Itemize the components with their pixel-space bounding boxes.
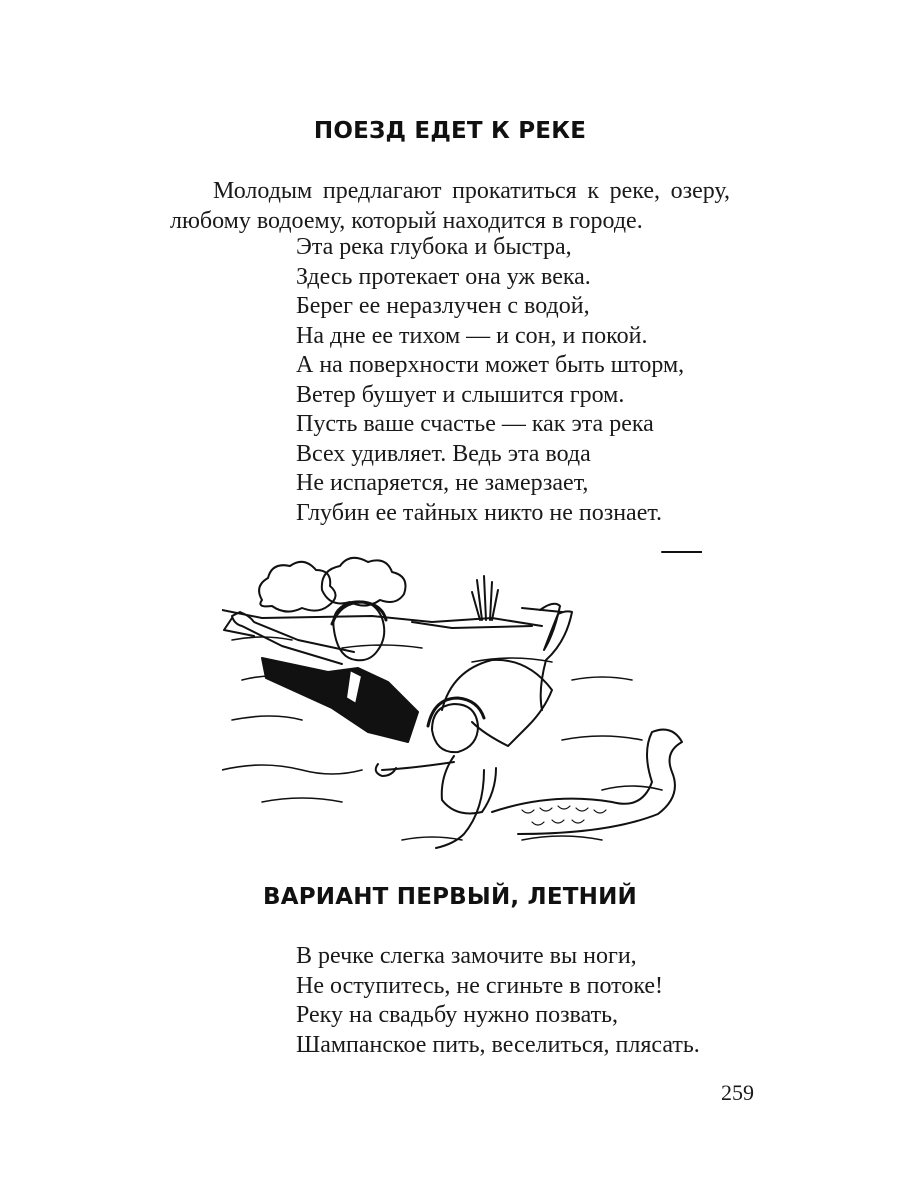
- reeds: [472, 576, 498, 620]
- river-poem: [296, 233, 684, 528]
- tree-left: [259, 562, 335, 612]
- poem-line: В речке слегка замочите вы ноги,: [296, 943, 637, 969]
- poem-line: Не оступитесь, не сгиньте в потоке!: [296, 972, 664, 999]
- section-title-summer: ВАРИАНТ ПЕРВЫЙ, ЛЕТНИЙ: [262, 884, 637, 910]
- poem-line: Глубин ее тайных никто не познает.: [296, 499, 663, 526]
- poem-line: Не испаряется, не замерзает,: [296, 470, 589, 496]
- page-number: 259: [721, 1080, 754, 1105]
- poem-line: Пусть ваше счастье — как эта река: [296, 411, 654, 437]
- bride-arm: [382, 762, 484, 848]
- mermaid-scales: [522, 806, 606, 825]
- section-title-train: ПОЕЗД ЕДЕТ К РЕКЕ: [313, 118, 587, 144]
- poem-line: Шампанское пить, веселиться, плясать.: [296, 1031, 700, 1058]
- summer-poem: [296, 942, 700, 1060]
- groom-tuxedo: [262, 658, 418, 742]
- mermaid-tail-upper: [540, 604, 572, 710]
- intro-paragraph: [170, 176, 730, 236]
- bride-body: [442, 756, 496, 814]
- poem-line: Берег ее неразлучен с водой,: [296, 293, 590, 319]
- mermaid-tail-lower: [492, 730, 682, 834]
- poem-line: Всех удивляет. Ведь эта вода: [296, 440, 591, 467]
- groom-mermaid-illustration: [222, 540, 702, 870]
- poem-line: Эта река глубока и быстра,: [296, 234, 572, 260]
- intro-text: Молодым предлагают прокатиться к реке, озеру, любому водоему, который находится в городе.: [170, 178, 730, 234]
- bride-head: [432, 704, 478, 752]
- poem-line: Здесь протекает она уж века.: [296, 263, 591, 290]
- poem-line: Реку на свадьбу нужно позвать,: [296, 1002, 619, 1028]
- poem-line: Ветер бушует и слышится гром.: [296, 381, 625, 408]
- poem-line: А на поверхности может быть шторм,: [296, 352, 685, 378]
- poem-line: На дне ее тихом — и сон, и покой.: [296, 322, 648, 349]
- bride-veil: [442, 660, 552, 746]
